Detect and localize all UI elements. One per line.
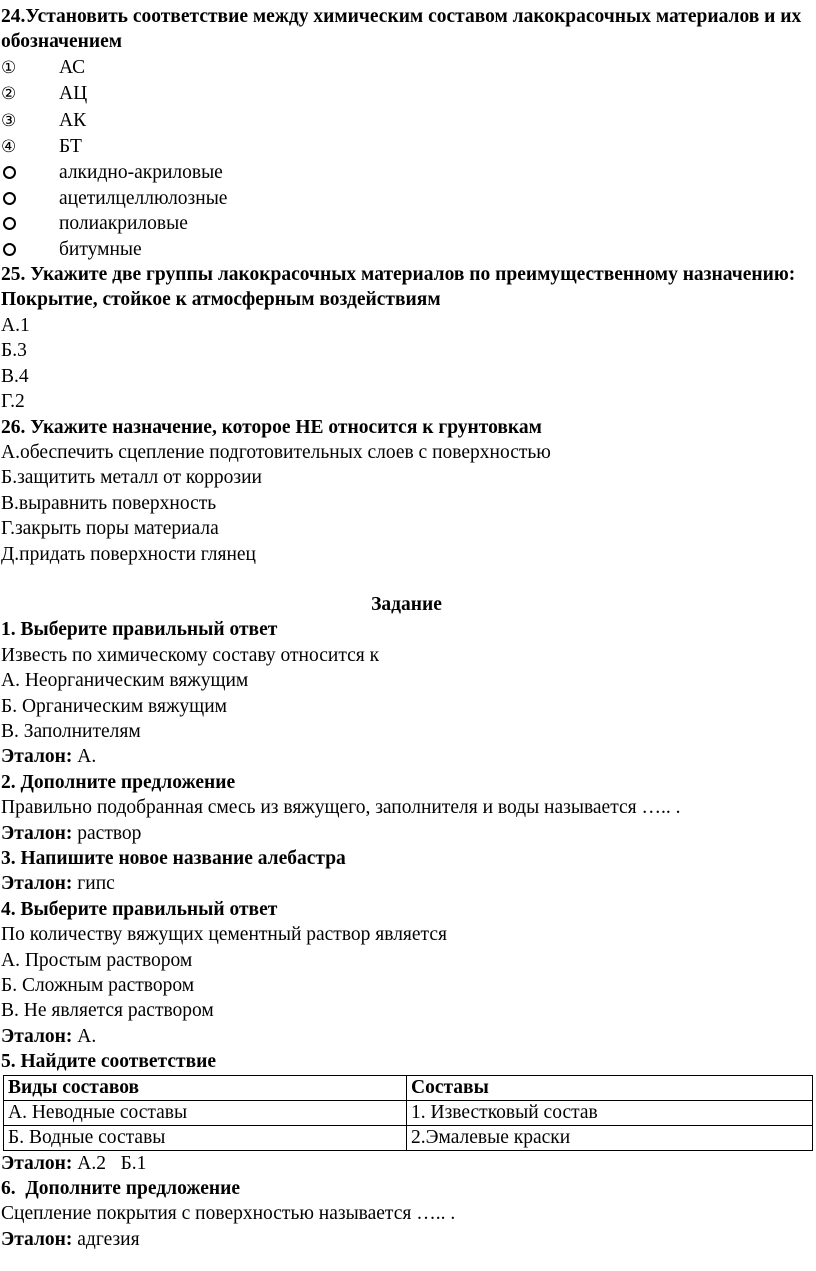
q24-option: полиакриловые [1,211,810,236]
t2-question: Правильно подобранная смесь из вяжущего, заполнителя и воды называется ….. . [1,797,681,819]
q24-numbered-item: ① АС [1,55,810,81]
circle-bullet-icon [3,243,16,256]
q26-answer: Г.закрыть поры материала [1,518,219,540]
circled-four-icon: ④ [1,137,17,158]
t4-title: 4. Выберите правильный ответ [1,898,278,920]
q24-title: 24.Установить соответствие между химическим составом лакокрасочных материалов и их обозначением [1,6,802,53]
t3-etalon: Эталон: гипс [1,873,115,895]
t1-answer: Б. Органическим вяжущим [1,695,227,717]
q25-answer: Г.2 [1,391,25,413]
q24-numbered-item: ④ БТ [1,134,810,160]
q26-answer: Д.придать поверхности глянец [1,543,256,565]
table-cell: А. Неводные составы [4,1100,407,1125]
circle-bullet-icon [3,217,16,230]
q26-answer: В.выравнить поверхность [1,492,217,514]
q26-answer: А.обеспечить сцепление подготовительных слоев с поверхностью [1,441,551,463]
t6-question: Сцепление покрытия с поверхностью называется ….. . [1,1203,456,1225]
t4-answer: В. Не является раствором [1,1000,214,1022]
table-header-row [4,1075,813,1100]
section-title: Задание [371,593,442,615]
table-header-cell: Виды составов [4,1075,407,1100]
circle-bullet-icon [3,192,16,205]
t3-title: 3. Напишите новое название алебастра [1,848,346,869]
q24-numbered-item: ③ АК [1,108,810,134]
table-row [4,1100,813,1125]
q24-option: ацетилцеллюлозные [1,186,810,211]
q25-answer: А.1 [1,314,30,336]
t5-title: 5. Найдите соответствие [1,1051,216,1073]
table-row [4,1125,813,1150]
matching-table [3,1075,813,1151]
t2-etalon: Эталон: раствор [1,822,142,844]
etalon-label: Эталон: [1,1152,73,1174]
etalon-label: Эталон: [1,1228,73,1250]
t4-answer: Б. Сложным раствором [1,975,195,997]
circled-three-icon: ③ [1,110,17,131]
t1-title: 1. Выберите правильный ответ [1,619,278,641]
t1-etalon: Эталон: А. [1,746,97,768]
q24-option: битумные [1,237,810,262]
q25-subtitle: Покрытие, стойкое к атмосферным воздействиям [1,289,441,311]
circled-one-icon: ① [1,57,17,78]
q26-answer: Б.защитить металл от коррозии [1,467,262,489]
circle-bullet-icon [3,166,16,179]
q25-title: 25. Укажите две группы лакокрасочных материалов по преимущественному назначению: [1,264,796,286]
t4-answer: А. Простым раствором [1,949,193,971]
spacer [1,567,810,592]
q25-answer: В.4 [1,365,29,387]
table-cell: 2.Эмалевые краски [407,1125,813,1150]
table-header-cell: Составы [407,1075,813,1100]
table-cell: Б. Водные составы [4,1125,407,1150]
t1-answer: В. Заполнителям [1,720,141,742]
t4-etalon: Эталон: А. [1,1025,97,1047]
etalon-label: Эталон: [1,746,73,768]
q26-title: 26. Укажите назначение, которое НЕ относится к грунтовкам [1,416,542,438]
t1-question: Известь по химическому составу относится к [1,644,380,666]
q24-numbered-item: ② АЦ [1,81,810,107]
t5-etalon: Эталон: А.2 Б.1 [1,1152,147,1174]
etalon-label: Эталон: [1,1025,73,1047]
t1-answer: А. Неорганическим вяжущим [1,670,249,692]
etalon-label: Эталон: [1,822,73,844]
t4-question: По количеству вяжущих цементный раствор является [1,924,447,946]
t6-etalon: Эталон: адгезия [1,1228,140,1250]
t6-title: 6. Дополните предложение [1,1178,240,1200]
circled-two-icon: ② [1,84,17,105]
q25-answer: Б.3 [1,340,27,362]
etalon-label: Эталон: [1,873,73,895]
q24-option: алкидно-акриловые [1,160,810,185]
t2-title: 2. Дополните предложение [1,771,236,793]
table-cell: 1. Известковый состав [407,1100,813,1125]
